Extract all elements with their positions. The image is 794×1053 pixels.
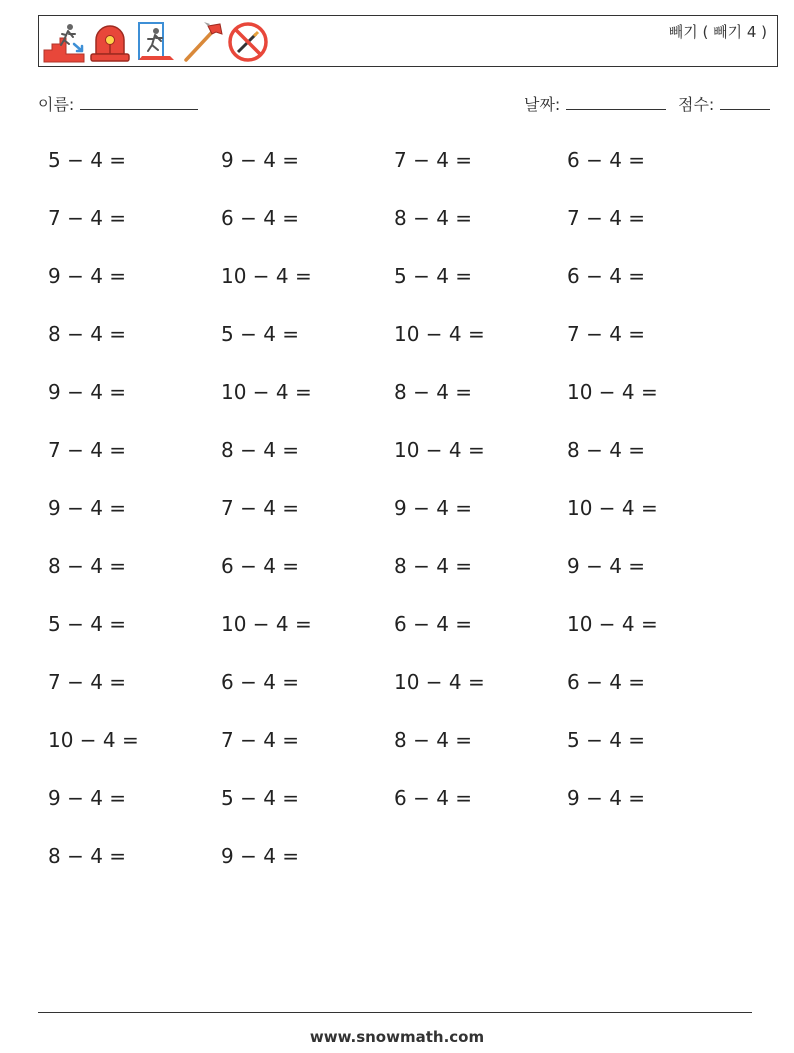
problem-item: 7 − 4 = — [221, 496, 300, 520]
problem-item: 5 − 4 = — [48, 612, 127, 636]
problem-grid — [48, 142, 748, 896]
problem-item: 9 − 4 = — [394, 496, 473, 520]
problem-item: 9 − 4 = — [221, 844, 300, 868]
problem-item: 8 − 4 = — [394, 206, 473, 230]
name-blank[interactable] — [80, 93, 198, 110]
problem-item: 10 − 4 = — [394, 438, 485, 462]
problem-item: 8 − 4 = — [394, 728, 473, 752]
problem-item: 10 − 4 = — [394, 322, 485, 346]
problem-item: 8 − 4 = — [48, 322, 127, 346]
problem-item: 10 − 4 = — [221, 264, 312, 288]
problem-item: 7 − 4 = — [567, 206, 646, 230]
problem-item: 8 − 4 = — [221, 438, 300, 462]
problem-item: 5 − 4 = — [394, 264, 473, 288]
problem-item: 10 − 4 = — [567, 612, 658, 636]
date-label: 날짜: — [524, 95, 561, 114]
problem-item: 10 − 4 = — [221, 612, 312, 636]
problem-item: 5 − 4 = — [567, 728, 646, 752]
fire-axe-icon — [180, 20, 224, 64]
problem-item: 6 − 4 = — [394, 786, 473, 810]
problem-item: 9 − 4 = — [48, 786, 127, 810]
problem-item: 7 − 4 = — [48, 206, 127, 230]
problem-item: 10 − 4 = — [567, 380, 658, 404]
date-blank[interactable] — [566, 93, 666, 110]
problem-item: 9 − 4 = — [48, 264, 127, 288]
problem-item: 6 − 4 = — [394, 612, 473, 636]
problem-item: 7 − 4 = — [48, 438, 127, 462]
problem-item: 6 − 4 = — [567, 264, 646, 288]
problem-item: 9 − 4 = — [567, 554, 646, 578]
score-field — [678, 92, 770, 115]
problem-item: 10 − 4 = — [567, 496, 658, 520]
problem-item: 9 − 4 = — [48, 496, 127, 520]
problem-item: 8 − 4 = — [567, 438, 646, 462]
problem-item: 9 − 4 = — [221, 148, 300, 172]
problem-item: 5 − 4 = — [48, 148, 127, 172]
stairs-evacuation-icon — [42, 20, 86, 64]
problem-item: 8 − 4 = — [394, 554, 473, 578]
emergency-exit-icon — [134, 20, 178, 64]
problem-item: 8 − 4 = — [48, 844, 127, 868]
name-label: 이름: — [38, 95, 75, 114]
footer-url: www.snowmath.com — [309, 1028, 485, 1046]
problem-item: 6 − 4 = — [221, 670, 300, 694]
date-field — [524, 92, 666, 115]
problem-item: 8 − 4 = — [48, 554, 127, 578]
problem-item: 7 − 4 = — [567, 322, 646, 346]
problem-item: 5 − 4 = — [221, 786, 300, 810]
problem-item: 10 − 4 = — [221, 380, 312, 404]
problem-item: 6 − 4 = — [221, 206, 300, 230]
problem-item: 7 − 4 = — [221, 728, 300, 752]
problem-item: 10 − 4 = — [394, 670, 485, 694]
header-icons — [42, 20, 270, 64]
problem-item: 10 − 4 = — [48, 728, 139, 752]
worksheet-header — [38, 15, 778, 67]
problem-item: 7 − 4 = — [394, 148, 473, 172]
problem-item: 6 − 4 = — [221, 554, 300, 578]
problem-item: 8 − 4 = — [394, 380, 473, 404]
no-smoking-icon — [226, 20, 270, 64]
score-blank[interactable] — [720, 93, 770, 110]
footer-divider — [38, 1012, 752, 1013]
problem-item: 5 − 4 = — [221, 322, 300, 346]
score-label: 점수: — [678, 95, 715, 114]
problem-item: 7 − 4 = — [48, 670, 127, 694]
problem-item: 6 − 4 = — [567, 670, 646, 694]
problem-item: 9 − 4 = — [567, 786, 646, 810]
problem-item: 9 − 4 = — [48, 380, 127, 404]
name-field — [38, 92, 198, 115]
fire-alarm-siren-icon — [88, 20, 132, 64]
problem-item: 6 − 4 = — [567, 148, 646, 172]
worksheet-title: 빼기 ( 빼기 4 ) — [668, 23, 767, 41]
